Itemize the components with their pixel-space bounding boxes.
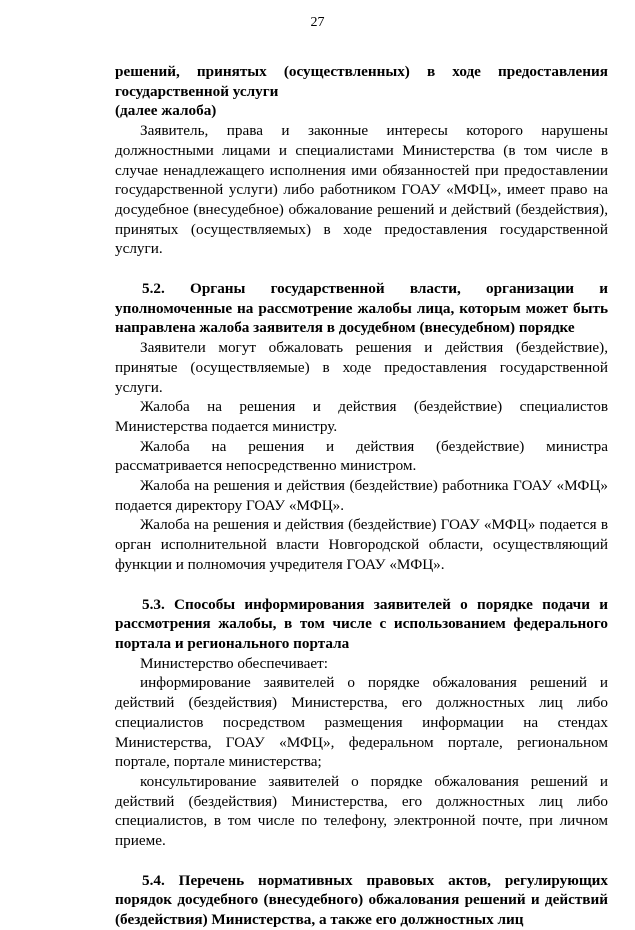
section-5-3-paragraph: Министерство обеспечивает: bbox=[140, 654, 328, 672]
section-5-2-paragraph: Жалоба на решения и действия (бездействие) министра рассматривается непосредственно министром. bbox=[115, 437, 608, 475]
section-5-2-heading: 5.2. Органы государственной власти, организации и уполномоченные на рассмотрение жалобы лица, которым может быть направлена жалоба заявителя в досудебном (внесудебном) порядке bbox=[115, 280, 608, 337]
section-5-2-paragraph: Жалоба на решения и действия (бездействие) специалистов Министерства подается министру. bbox=[115, 398, 608, 435]
intro-paragraph: Заявитель, права и законные интересы которого нарушены должностными лицами и специалистами Министерства (в том числе в случае ненадлежащего исполнения ими обязанностей при предоставлении государственной услуги) либо работником ГОАУ «МФЦ», имеет право на досудебное (внесудебное) обжалование решений и действий (бездействия), принятых (осуществляемых) в ходе предоставления государственной услуги. bbox=[115, 122, 608, 258]
document-body bbox=[115, 62, 608, 930]
section-5-2-paragraph: Жалоба на решения и действия (бездействие) ГОАУ «МФЦ» подается в орган исполнительной власти Новгородской области, осуществляющий функции и полномочия учредителя ГОАУ «МФЦ». bbox=[115, 516, 608, 573]
section-5-4-heading: 5.4. Перечень нормативных правовых актов, регулирующих порядок досудебного (внесудебного) обжалования решений и действий (бездействия) Министерства, а также его должностных лиц bbox=[115, 871, 608, 929]
section-5-2-paragraph: Жалоба на решения и действия (бездействие) работника ГОАУ «МФЦ» подается директору ГОАУ «МФЦ». bbox=[115, 477, 608, 514]
section-5-3-paragraph: консультирование заявителей о порядке обжалования решений и действий (бездействия) Министерства, его должностных лиц либо специалистов, в том числе по телефону, электронной почте, при личном приеме. bbox=[115, 772, 608, 850]
section-5-2-paragraph: Заявители могут обжаловать решения и действия (бездействие), принятые (осуществляемые) в ходе предоставления государственной услуги. bbox=[115, 339, 608, 396]
section-5-3-paragraph: информирование заявителей о порядке обжалования решений и действий (бездействия) Министерства, его должностных лиц либо специалистов посредством размещения информации на стендах Министерства, ГОАУ «МФЦ», федеральном портале, региональном портале, портале министерства; bbox=[115, 674, 608, 771]
section-5-3-heading: 5.3. Способы информирования заявителей о порядке подачи и рассмотрения жалобы, в том числе с использованием федерального портала и регионального портала bbox=[115, 595, 608, 652]
intro-heading: решений, принятых (осуществленных) в ходе предоставления государственной услуги bbox=[115, 63, 608, 100]
intro-heading-note: (далее жалоба) bbox=[115, 102, 217, 120]
page-number: 27 bbox=[310, 15, 325, 30]
